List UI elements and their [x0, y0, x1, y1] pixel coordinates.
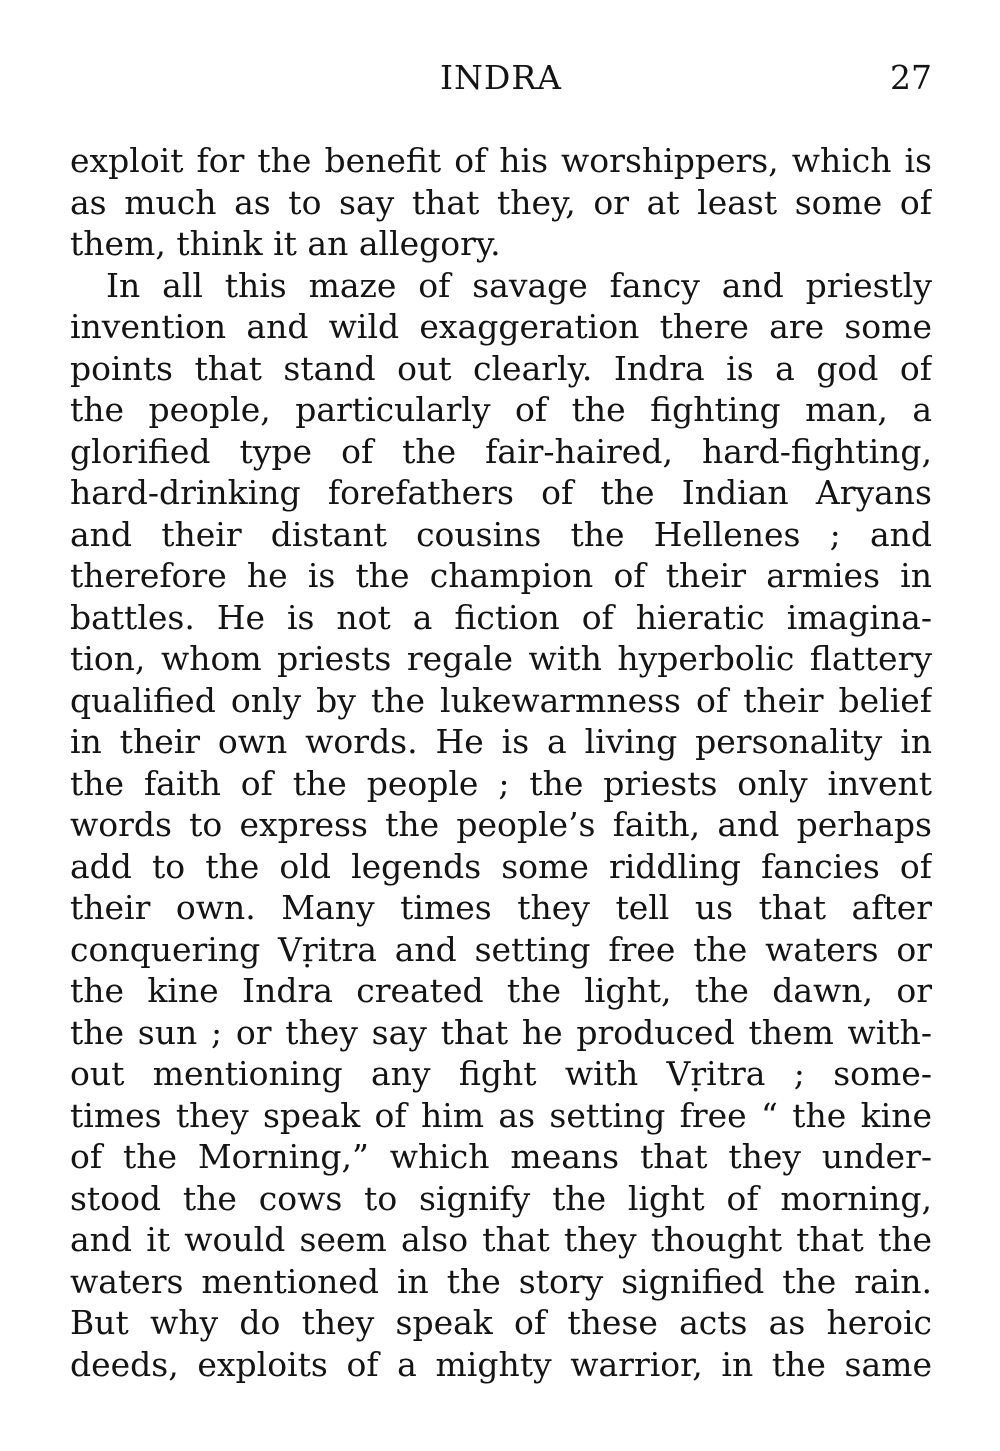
text-line: qualified only by the lukewarmness of their belief	[70, 680, 932, 720]
running-head	[70, 58, 932, 104]
text-line: But why do they speak of these acts as heroic	[70, 1303, 932, 1342]
text-line: glorified type of the fair-haired, hard-fighting,	[70, 431, 932, 471]
paragraph-first-line: In all this maze of savage fancy and priestly	[106, 265, 932, 305]
text-line: add to the old legends some riddling fancies of	[70, 846, 932, 886]
text-line: points that stand out clearly. Indra is a god of	[70, 348, 932, 388]
text-line: therefore he is the champion of their armies in	[70, 556, 932, 595]
text-line: exploit for the benefit of his worshippers, which is	[70, 141, 932, 180]
text-line: and it would seem also that they thought that the	[70, 1220, 932, 1259]
body-text	[70, 140, 932, 1385]
text-line: tion, whom priests regale with hyperbolic flattery	[70, 639, 932, 678]
text-line: of the Morning,” which means that they under-	[70, 1137, 932, 1176]
text-line: the people, particularly of the fighting man, a	[70, 390, 932, 429]
text-line: hard-drinking forefathers of the Indian Aryans	[70, 473, 932, 512]
text-line: deeds, exploits of a mighty warrior, in the same	[70, 1344, 932, 1384]
text-line: the sun ; or they say that he produced them with-	[70, 1012, 932, 1052]
text-line: conquering Vṛitra and setting free the waters or	[70, 929, 932, 969]
text-line: in their own words. He is a living personality in	[70, 722, 932, 761]
text-line: out mentioning any fight with Vṛitra ; some-	[70, 1054, 932, 1093]
text-line: times they speak of him as setting free “ the kine	[70, 1095, 932, 1135]
text-line: waters mentioned in the story signified the rain.	[70, 1261, 932, 1301]
text-line: their own. Many times they tell us that after	[70, 888, 932, 927]
text-line: as much as to say that they, or at least some of	[70, 182, 932, 222]
text-line: invention and wild exaggeration there are some	[70, 307, 932, 346]
running-title: INDRA	[439, 58, 563, 97]
text-line: words to express the people’s faith, and perhaps	[70, 805, 932, 844]
page-number: 27	[890, 58, 932, 97]
text-line: and their distant cousins the Hellenes ; and	[70, 514, 932, 554]
text-line: the kine Indra created the light, the dawn, or	[70, 971, 932, 1010]
text-line: battles. He is not a fiction of hieratic imagina-	[70, 597, 932, 637]
text-line: stood the cows to signify the light of morning,	[70, 1178, 932, 1218]
text-line: them, think it an allegory.	[70, 224, 501, 263]
text-line: the faith of the people ; the priests only invent	[70, 763, 932, 803]
